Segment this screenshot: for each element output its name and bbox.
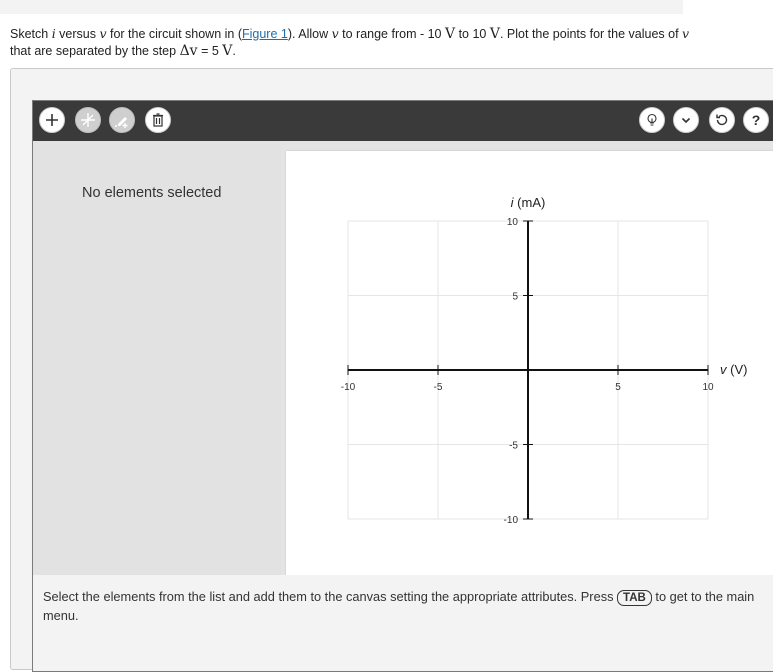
line-tool-button[interactable] <box>75 107 101 133</box>
add-button[interactable] <box>39 107 65 133</box>
element-list-panel <box>33 141 281 575</box>
reset-button[interactable] <box>709 107 735 133</box>
y-tick-label: 10 <box>506 217 518 228</box>
figure-link[interactable]: Figure 1 <box>241 27 288 41</box>
reset-icon <box>714 112 730 128</box>
plot-area[interactable] <box>286 151 773 575</box>
no-elements-text: No elements selected <box>82 185 222 201</box>
help-icon: ? <box>751 112 761 128</box>
help-button[interactable] <box>743 107 769 133</box>
toolbar <box>33 101 773 141</box>
y-tick-label: -10 <box>503 515 518 526</box>
hint-button[interactable] <box>639 107 665 133</box>
tab-key: TAB <box>617 590 652 606</box>
x-tick-label: 10 <box>702 382 714 393</box>
chevron-down-icon <box>680 114 692 126</box>
top-strip <box>0 0 683 14</box>
instruction-bar <box>33 575 773 671</box>
y-tick-label: -5 <box>509 440 518 452</box>
delete-button[interactable] <box>145 107 171 133</box>
edit-point-button[interactable] <box>109 107 135 133</box>
edit-point-icon <box>113 111 131 129</box>
line-icon <box>79 111 97 129</box>
graph-widget <box>32 100 773 672</box>
step-expr: Δv <box>179 43 198 59</box>
x-tick-label: -10 <box>340 382 356 393</box>
expand-button[interactable] <box>673 107 699 133</box>
trash-icon <box>151 112 165 128</box>
var-v: v <box>99 26 107 41</box>
var-i: i <box>51 26 56 41</box>
x-axis-label: v (V) <box>720 362 748 377</box>
hint-bulb-icon <box>644 112 660 128</box>
graph-canvas[interactable] <box>286 151 773 575</box>
x-tick-label: -5 <box>433 382 443 393</box>
y-axis-label: i (mA) <box>510 195 546 210</box>
question-text: Sketch i versus v for the circuit shown in (Figure 1). Allow v to range from - 10 V to 10 V. Plot the points for the values of v that are separated by the step Δv = 5 V. <box>10 26 690 59</box>
y-tick-label: 5 <box>512 291 518 303</box>
add-icon <box>44 112 60 128</box>
instruction-text: Select the elements from the list and add them to the canvas setting the appropriate attributes. Press TAB to get to the main menu. <box>43 589 755 623</box>
x-tick-label: 5 <box>615 382 621 393</box>
